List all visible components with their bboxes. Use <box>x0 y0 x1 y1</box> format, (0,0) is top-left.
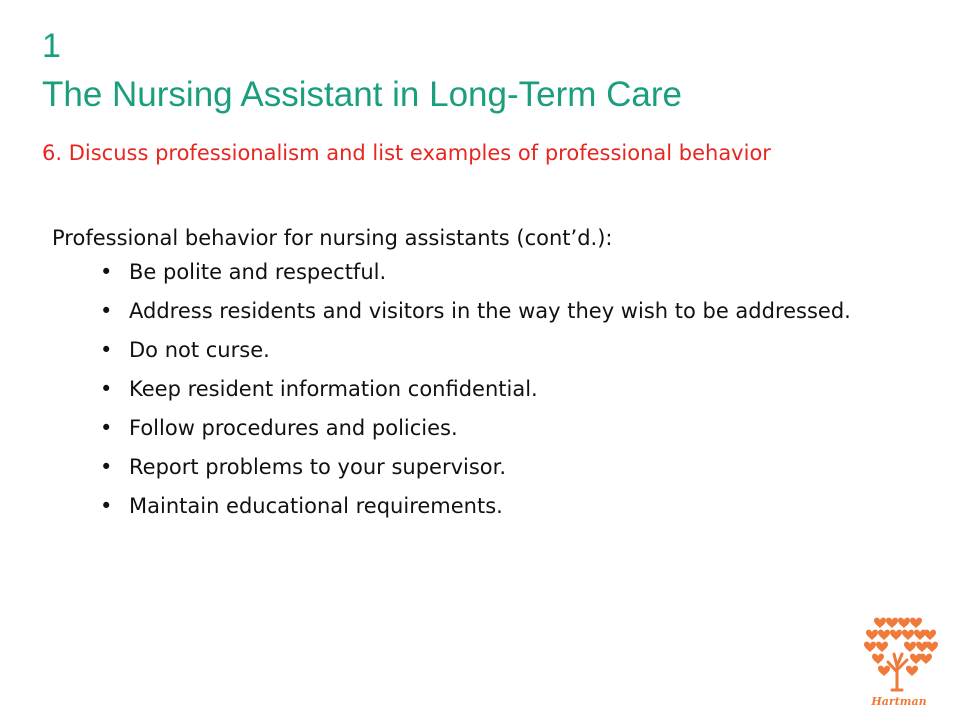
bullet-dot: • <box>100 494 113 518</box>
bullet-text: Report problems to your supervisor. <box>129 455 507 479</box>
heart-icon <box>890 630 902 640</box>
bullet-dot: • <box>100 455 113 479</box>
bullet-item <box>98 258 898 287</box>
bullet-text: Address residents and visitors in the way they wish to be addressed. <box>129 299 851 323</box>
bullet-dot: • <box>100 260 113 284</box>
bullet-item <box>98 453 898 482</box>
heart-icon <box>876 642 888 652</box>
bullet-dot: • <box>100 338 113 362</box>
bullet-item <box>98 336 898 365</box>
heart-icon <box>866 630 878 640</box>
bullet-item <box>98 375 898 404</box>
heart-icon <box>920 654 932 664</box>
heart-icon <box>902 630 914 640</box>
heart-icon <box>874 618 886 628</box>
heart-icon <box>910 618 922 628</box>
bullet-text: Keep resident information confidential. <box>129 377 538 401</box>
bullet-item <box>98 297 898 326</box>
bullet-dot: • <box>100 416 113 440</box>
bullet-text: Be polite and respectful. <box>129 260 387 284</box>
bullet-dot: • <box>100 299 113 323</box>
heart-icon <box>910 654 922 664</box>
bullet-text: Do not curse. <box>129 338 270 362</box>
bullet-text: Follow procedures and policies. <box>129 416 458 440</box>
heart-icon <box>878 666 890 676</box>
bullet-list <box>98 258 898 531</box>
heart-icon <box>872 654 884 664</box>
heart-icon <box>926 642 938 652</box>
heart-icon <box>904 642 916 652</box>
learning-objective: 6. Discuss professionalism and list examples of professional behavior <box>42 141 771 165</box>
heart-icon <box>924 630 936 640</box>
intro-text: Professional behavior for nursing assistants (cont’d.): <box>52 226 613 250</box>
logo-wordmark: Hartman <box>871 695 927 708</box>
heart-icon <box>906 666 918 676</box>
bullet-item <box>98 492 898 521</box>
hartman-logo <box>858 610 940 710</box>
bullet-item <box>98 414 898 443</box>
heart-icon <box>914 630 926 640</box>
heart-icon <box>898 618 910 628</box>
heart-tree-icon <box>858 610 940 710</box>
heart-icon <box>878 630 890 640</box>
chapter-title: The Nursing Assistant in Long-Term Care <box>42 75 682 114</box>
bullet-text: Maintain educational requirements. <box>129 494 503 518</box>
heart-icon <box>864 642 876 652</box>
heart-icon <box>886 618 898 628</box>
heart-icon <box>916 642 928 652</box>
bullet-dot: • <box>100 377 113 401</box>
chapter-number: 1 <box>42 27 61 65</box>
